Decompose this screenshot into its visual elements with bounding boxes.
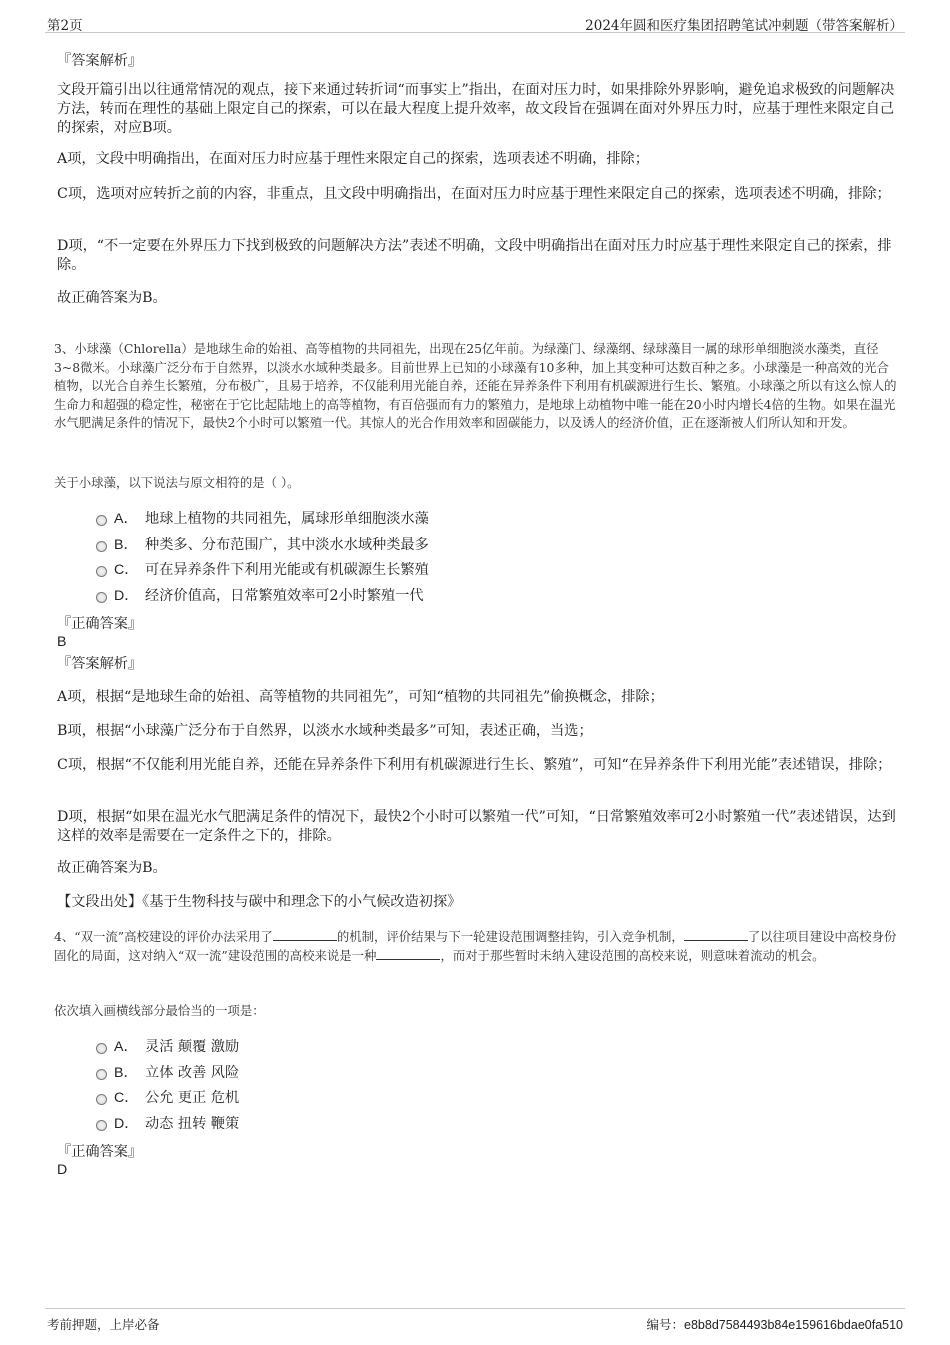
q4-option-b[interactable]: B． 立体 改善 风险 [96, 1063, 796, 1083]
q3-option-b[interactable]: B． 种类多、分布范围广，其中淡水水域种类最多 [96, 535, 796, 555]
q3-correct-answer: B [57, 634, 67, 650]
q2-analysis-title: 『答案解析』 [57, 53, 143, 69]
q3-question: 关于小球藻，以下说法与原文相符的是（ ）。 [54, 475, 300, 490]
q4-correct-answer: D [57, 1162, 68, 1178]
page-footer [45, 1308, 905, 1333]
q2-analysis-c: C项，选项对应转折之前的内容，非重点，且文段中明确指出，在面对压力时应基于理性来限定自己的探索，选项表述不明确，排除； [57, 186, 891, 202]
q3-passage: 3、小球藻（Chlorella）是地球生命的始祖、高等植物的共同祖先，出现在25亿年前。为绿藻门、绿藻纲、绿球藻目一属的球形单细胞淡水藻类，直径3~8微米。小球藻广泛分布于自然界，以淡水水域种类最多。目前世界上已知的小球藻有10多种，加上其变种可达数百种之多。小球藻是一种高效的光合植物，以光合自养生长繁殖，分布极广，且易于培养，不仅能利用光能自养，还能在异养条件下利用有机碳源进行生长、繁殖。小球藻之所以有这么惊人的生命力和超强的稳定性，秘密在于它比起陆地上的高等植物，有百倍强而有力的繁殖力，是地球上动植物中唯一能在20小时内增长4倍的生物。如果在温光水气肥满足条件的情况下，最快2个小时可以繁殖一代。其惊人的光合作用效率和固碳能力，以及诱人的经济价值，正在逐渐被人们所认知和开发。 [54, 341, 897, 430]
q2-analysis-d: D项，“不一定要在外界压力下找到极致的问题解决方法”表述不明确，文段中明确指出在面对压力时应基于理性来限定自己的探索，排除。 [57, 238, 892, 273]
q3-option-d[interactable]: D． 经济价值高，日常繁殖效率可2小时繁殖一代 [96, 586, 796, 606]
q3-analysis-b: B项，根据“小球藻广泛分布于自然界，以淡水水域种类最多”可知，表述正确，当选； [57, 723, 593, 739]
q4-option-d[interactable]: D． 动态 扭转 鞭策 [96, 1114, 796, 1134]
q2-conclusion: 故正确答案为B。 [57, 290, 167, 306]
footer-slogan: 考前押题，上岸必备 [47, 1317, 160, 1332]
q3-conclusion: 故正确答案为B。 [57, 860, 167, 876]
q3-analysis-d: D项，根据“如果在温光水气肥满足条件的情况下，最快2个小时可以繁殖一代”可知，“日常繁殖效率可2小时繁殖一代”表述错误，达到这样的效率是需要在一定条件之下的，排除。 [57, 809, 896, 844]
q3-source: 【文段出处】《基于生物科技与碳中和理念下的小气候改造初探》 [57, 894, 462, 910]
q3-option-c[interactable]: C． 可在异养条件下利用光能或有机碳源生长繁殖 [96, 560, 796, 580]
radio-button[interactable] [96, 1094, 107, 1105]
q4-option-c[interactable]: C． 公允 更正 危机 [96, 1088, 796, 1108]
document-title: 2024年圆和医疗集团招聘笔试冲刺题（带答案解析） [585, 18, 903, 34]
q3-analysis-a: A项，根据“是地球生命的始祖、高等植物的共同祖先”，可知“植物的共同祖先”偷换概念，排除； [57, 689, 664, 705]
radio-button[interactable] [96, 1043, 107, 1054]
radio-button[interactable] [96, 515, 107, 526]
blank-1 [273, 929, 337, 941]
page-header [45, 14, 905, 33]
q2-analysis-paragraph: 文段开篇引出以往通常情况的观点，接下来通过转折词“而事实上”指出，在面对压力时，如果排除外界影响，避免追求极致的问题解决方法，转而在理性的基础上限定自己的探索，可以在最大程度上提升效率，故文段旨在强调在面对外界压力时，应基于理性来限定自己的探索，对应B项。 [57, 82, 895, 136]
q3-analysis-title: 『答案解析』 [57, 656, 143, 672]
document-id: 编号：e8b8d7584493b84e159616bdae0fa510 [646, 1318, 903, 1332]
radio-button[interactable] [96, 1069, 107, 1080]
radio-button[interactable] [96, 566, 107, 577]
q4-stem: 4、“双一流”高校建设的评价办法采用了 的机制，评价结果与下一轮建设范围调整挂钩，引入竞争机制， 了以往项目建设中高校身份固化的局面，这对纳入“双一流”建设范围的高校来说是一种 ，而对于那些暂时未纳入建设范围的高校来说，则意味着流动的机会。 [54, 929, 897, 963]
q3-analysis-c: C项，根据“不仅能利用光能自养，还能在异养条件下利用有机碳源进行生长、繁殖”，可知“在异养条件下利用光能”表述错误，排除； [57, 757, 892, 773]
q3-option-a[interactable]: A． 地球上植物的共同祖先，属球形单细胞淡水藻 [96, 509, 796, 529]
page-number: 第2页 [47, 18, 83, 34]
q4-correct-title: 『正确答案』 [57, 1144, 143, 1160]
q3-correct-title: 『正确答案』 [57, 616, 143, 632]
q4-question: 依次填入画横线部分最恰当的一项是： [54, 1003, 265, 1018]
q4-option-a[interactable]: A． 灵活 颠覆 激励 [96, 1037, 796, 1057]
blank-3 [376, 948, 440, 960]
radio-button[interactable] [96, 592, 107, 603]
radio-button[interactable] [96, 1120, 107, 1131]
q2-analysis-a: A项，文段中明确指出，在面对压力时应基于理性来限定自己的探索，选项表述不明确，排除； [57, 151, 649, 167]
blank-2 [684, 929, 748, 941]
radio-button[interactable] [96, 541, 107, 552]
